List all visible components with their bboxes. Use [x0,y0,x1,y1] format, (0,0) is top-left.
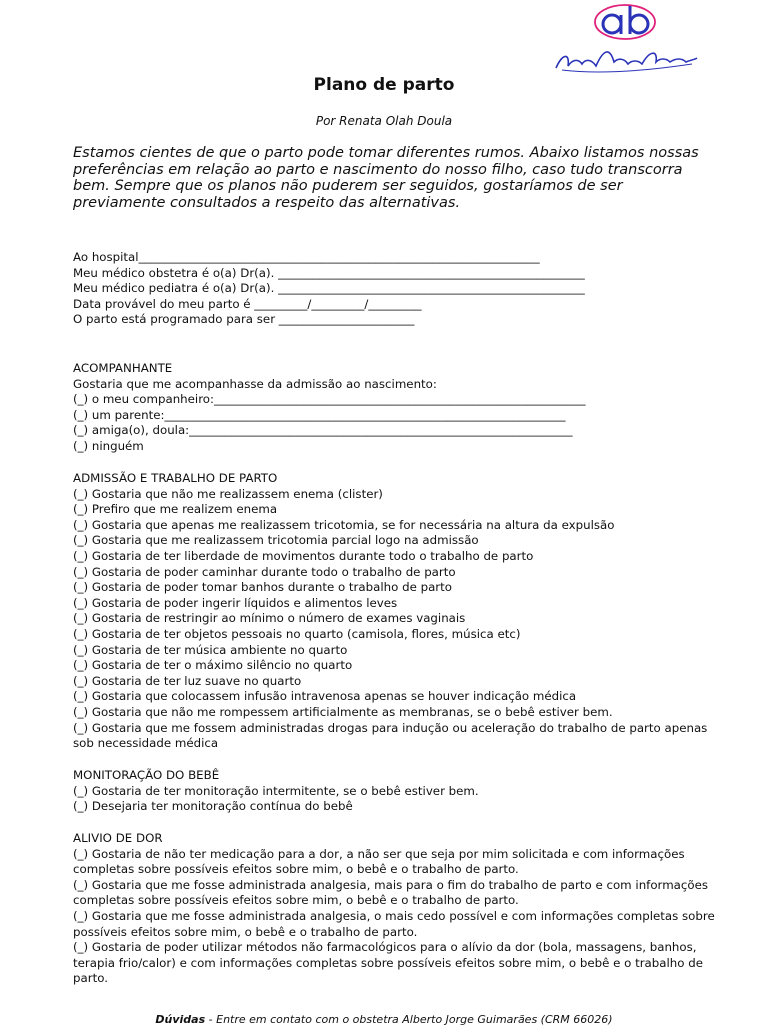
section-heading: ADMISSÃO E TRABALHO DE PARTO [73,471,278,485]
checkbox-item[interactable]: (_) o meu companheiro:_______________________________________________________________ [73,392,586,407]
companion-section [73,361,723,455]
footer-note [0,1013,768,1026]
checkbox-item[interactable]: (_) Gostaria de ter objetos pessoais no quarto (camisola, flores, música etc) [73,626,521,641]
checkbox-item[interactable]: (_) Gostaria de poder tomar banhos durante o trabalho de parto [73,580,452,595]
admission-section [73,471,723,752]
checkbox-item[interactable]: (_) Gostaria que me realizassem tricotomia parcial logo na admissão [73,533,479,548]
checkbox-item[interactable]: (_) Gostaria de poder ingerir líquidos e alimentos leves [73,595,398,610]
obstetrician-field[interactable]: Meu médico obstetra é o(a) Dr(a). ____________________________________________________ [73,265,585,280]
checkbox-item[interactable]: (_) Gostaria de ter monitoração intermitente, se o bebê estiver bem. [73,783,479,798]
section-heading: ACOMPANHANTE [73,361,173,375]
checkbox-item[interactable]: (_) Gostaria de ter música ambiente no quarto [73,642,348,657]
checkbox-item[interactable]: (_) Prefiro que me realizem enema [73,502,278,517]
footer-text: - Entre em contato com o obstetra Alberto Jorge Guimarães (CRM 66026) [205,1013,613,1026]
pain-relief-section [73,831,723,987]
birth-type-field[interactable]: O parto está programado para ser _______________________ [73,312,415,327]
checkbox-item[interactable]: (_) Gostaria que apenas me realizassem tricotomia, se for necessária na altura da expulsão [73,517,615,532]
checkbox-item[interactable]: (_) Gostaria que não me realizassem enema (clister) [73,486,383,501]
checkbox-item[interactable]: (_) Gostaria de ter liberdade de movimentos durante todo o trabalho de parto [73,548,534,563]
monitoring-section [73,768,723,815]
intro-paragraph: Estamos cientes de que o parto pode tomar diferentes rumos. Abaixo listamos nossas preferências em relação ao parto e nascimento do nosso filho, caso tudo transcorra bem. Sempre que os planos não puderem ser seguidos, gostaríamos de ser previamente consultados a respeito das alternativas. [73,145,699,211]
checkbox-item[interactable]: (_) Gostaria que me fosse administrada analgesia, o mais cedo possível e com informações completas sobre possíveis efeitos sobre mim, o bebê e o trabalho de parto. [73,908,715,939]
checkbox-item[interactable]: (_) Gostaria que me fosse administrada analgesia, mais para o fim do trabalho de parto e com informações completas sobre possíveis efeitos sobre mim, o bebê e o trabalho de parto. [73,877,709,908]
checkbox-item[interactable]: (_) Gostaria que não me rompessem artificialmente as membranas, se o bebê estiver bem. [73,704,613,719]
checkbox-item[interactable]: (_) amiga(o), doula:_________________________________________________________________ [73,423,573,438]
logo [552,2,700,76]
footer-label: Dúvidas [155,1013,206,1026]
checkbox-item[interactable]: (_) Gostaria de restringir ao mínimo o número de exames vaginais [73,611,466,626]
checkbox-item[interactable]: (_) ninguém [73,438,144,453]
checkbox-item[interactable]: (_) Gostaria de poder caminhar durante todo o trabalho de parto [73,564,456,579]
hospital-field[interactable]: Ao hospital____________________________________________________________________ [73,250,540,264]
section-heading: MONITORAÇÃO DO BEBÊ [73,768,220,782]
section-prompt: Gostaria que me acompanhasse da admissão ao nascimento: [73,376,437,391]
checkbox-item[interactable]: (_) Gostaria de não ter medicação para a dor, a não ser que seja por mim solicitada e com informações completas sobre possíveis efeitos sobre mim, o bebê e o trabalho de parto. [73,846,685,877]
document-subtitle: Por Renata Olah Doula [315,114,453,128]
checkbox-item[interactable]: (_) Gostaria de ter o máximo silêncio no quarto [73,658,353,673]
pediatrician-field[interactable]: Meu médico pediatra é o(a) Dr(a). ____________________________________________________ [73,281,585,296]
checkbox-item[interactable]: (_) Gostaria de ter luz suave no quarto [73,673,302,688]
checkbox-item[interactable]: (_) Gostaria de poder utilizar métodos não farmacológicos para o alívio da dor (bola, massagens, banhos, terapia frio/calor) e com informações completas sobre possíveis efeitos sobre mim, o bebê e o trabalho de parto. [73,940,703,986]
checkbox-item[interactable]: (_) um parente:____________________________________________________________________ [73,407,566,422]
section-heading: ALIVIO DE DOR [73,831,163,845]
checkbox-item[interactable]: (_) Desejaria ter monitoração contínua do bebê [73,799,353,814]
checkbox-item[interactable]: (_) Gostaria que me fossem administradas drogas para indução ou aceleração do trabalho de parto apenas sob necessidade médica [73,720,708,751]
document-title: Plano de parto [313,75,455,95]
info-fields [73,250,723,328]
due-date-field[interactable]: Data provável do meu parto é _________/_________/_________ [73,296,422,311]
checkbox-item[interactable]: (_) Gostaria que colocassem infusão intravenosa apenas se houver indicação médica [73,689,577,704]
